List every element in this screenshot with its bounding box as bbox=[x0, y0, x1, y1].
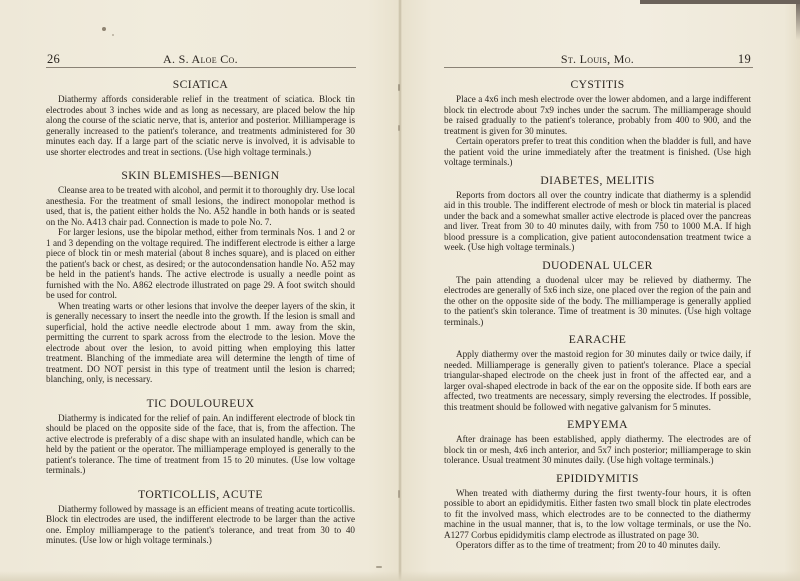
paragraph: For larger lesions, use the bipolar method, either from terminals Nos. 1 and 2 or 1 and 3 depending on the voltage required. The indifferent electrode is either a large piece of block tin or mesh material (about 8 inches square), and is placed on either the patient's back or chest, as desired; or the autocondensation handle No. A52 may be held in the patient's hands. The active electrode is usually a needle point as furnished with the No. A862 electrode illustrated on page 29. A foot switch should be used for control. bbox=[46, 227, 355, 300]
binding-mark bbox=[398, 490, 400, 498]
paragraph: Certain operators prefer to treat this condition when the bladder is full, and have the patient void the urine immediately after the treatment is finished. (Use high voltage terminals.) bbox=[444, 136, 751, 167]
right-column bbox=[444, 78, 751, 557]
paper-speck bbox=[376, 566, 382, 568]
paragraph: Apply diathermy over the mastoid region for 30 minutes daily or twice daily, if needed. Milliamperage is generally given to patient's tolerance. Place a special triangular-shaped electrode on the cheek just in front of the affected ear, and a larger oval-shaped electrode in back of the ear on the opposite side. If both ears are affected, two treatments are necessary, simply reversing the electrodes. If possible, this treatment should be followed with negative galvanism for 5 minutes. bbox=[444, 349, 751, 412]
section-heading: DIABETES, MELITIS bbox=[540, 173, 655, 187]
section-epididymitis bbox=[444, 472, 751, 551]
binding-mark bbox=[398, 84, 400, 91]
paragraph: The pain attending a duodenal ulcer may be relieved by diathermy. The electrodes are generally of 5x6 inch size, one placed over the region of the pain and the other on the opposite side of the body. The milliamperage is generally applied to the patient's skin tolerance. Time of treatment is 30 minutes. (Use high voltage terminals.) bbox=[444, 274, 751, 327]
section-torticollis bbox=[46, 488, 355, 546]
header-rule bbox=[444, 67, 753, 68]
scan-edge bbox=[640, 0, 800, 4]
section-empyema bbox=[444, 418, 751, 466]
paragraph: Diathermy followed by massage is an efficient means of treating acute torticollis. Block tin electrodes are used, the indifferent electrode to be larger than the active one. Employ milliamperage to the patient's tolerance, and treat from 30 to 40 minutes. (Use low or high voltage terminals.) bbox=[46, 503, 355, 545]
scan-edge bbox=[796, 0, 800, 40]
paragraph: Diathermy affords considerable relief in the treatment of sciatica. Block tin electrodes about 3 inches wide and as long as necessary, are placed below the hip along the course of the sciatic nerve, that is, anterior and posterior. Milliamperage is generally increased to the patient's tolerance, and treatments administered for 30 minutes each day. If a large part of the sciatic nerve is involved, it is advisable to use shorter electrodes and treat in sections. (Use high voltage terminals.) bbox=[46, 94, 355, 157]
paragraph: Reports from doctors all over the country indicate that diathermy is a splendid aid in this trouble. The indifferent electrode of mesh or block tin material is placed under the back and a somewhat smaller active electrode is placed over the pancreas and liver. Treat from 30 to 40 minutes daily, with from 750 to 1000 M.A. If high blood pressure is a complication, give patient autocondensation treatment twice a week. (Use high voltage terminals.) bbox=[444, 189, 751, 252]
section-tic-douloureux bbox=[46, 397, 355, 476]
section-heading: TIC DOULOUREUX bbox=[146, 396, 255, 410]
section-diabetes bbox=[444, 174, 751, 253]
paragraph: When treated with diathermy during the first twenty-four hours, it is often possible to abort an epididymitis. Either fasten two small block tin plate electrodes to fit the involved mass, which electrodes are to be connected to the diathermy machine in the usual manner, that is, to the low voltage terminals, or use the No. A1277 Corbus epididymitis clamp electrode as illustrated on page 30. bbox=[444, 487, 751, 540]
paper-speck bbox=[112, 34, 114, 36]
paragraph: Operators differ as to the time of treatment; from 20 to 40 minutes daily. bbox=[456, 540, 721, 550]
section-heading: SCIATICA bbox=[172, 78, 229, 91]
right-page bbox=[400, 0, 800, 581]
section-skin-blemishes bbox=[46, 169, 355, 385]
section-heading: DUODENAL ULCER bbox=[542, 258, 653, 272]
paragraph: Cleanse area to be treated with alcohol, and permit it to thoroughly dry. Use local anesthesia. For the treatment of small lesions, the indirect monopolar method is used, that is, the patient either holds the No. A52 handle in both hands or is seated on the No. A413 chair pad. Connection is made to pole No. 7. bbox=[46, 185, 355, 227]
paragraph: Diathermy is indicated for the relief of pain. An indifferent electrode of block tin should be placed on the opposite side of the face, that is, from the affection. The active electrode is preferably of a disc shape with an insulated handle, which can be held by the patient or the operator. The milliamperage employed is generally to the patient's tolerance. The time of treatment from 15 to 20 minutes. (Use low voltage terminals.) bbox=[46, 412, 355, 475]
running-head-title: A. S. Aloe Co. bbox=[163, 52, 238, 66]
section-earache bbox=[444, 333, 751, 412]
header-rule bbox=[46, 67, 356, 68]
section-sciatica bbox=[46, 78, 355, 157]
section-cystitis bbox=[444, 78, 751, 168]
page-number: 26 bbox=[47, 52, 61, 66]
section-heading: EARACHE bbox=[568, 333, 627, 346]
left-column bbox=[46, 78, 355, 558]
paragraph: Place a 4x6 inch mesh electrode over the lower abdomen, and a large indifferent block tin electrode about 7x9 inches under the sacrum. The milliamperage should be raised gradually to the patient's tolerance, probably from 400 to 900, and the treatment is given for 30 minutes. bbox=[444, 94, 751, 136]
paper-speck bbox=[102, 27, 106, 31]
running-head-title: St. Louis, Mo. bbox=[560, 52, 635, 66]
binding-mark bbox=[398, 125, 400, 131]
paragraph: After drainage has been established, apply diathermy. The electrodes are of block tin or mesh, 4x6 inch anterior, and 5x7 inch posterior; milliamperage to skin tolerance. Usual treatment 30 minutes daily. (Use high voltage terminals.) bbox=[444, 434, 751, 465]
left-running-head bbox=[47, 52, 354, 68]
section-heading: SKIN BLEMISHES—BENIGN bbox=[121, 169, 280, 182]
section-heading: EPIDIDYMITIS bbox=[556, 471, 639, 485]
section-heading: CYSTITIS bbox=[570, 78, 625, 91]
section-heading: EMPYEMA bbox=[567, 418, 628, 431]
page-bottom-shadow bbox=[0, 571, 800, 581]
page-number: 19 bbox=[737, 52, 751, 66]
section-duodenal-ulcer bbox=[444, 259, 751, 328]
section-heading: TORTICOLLIS, ACUTE bbox=[138, 487, 263, 501]
right-running-head bbox=[444, 52, 751, 68]
paragraph: When treating warts or other lesions that involve the deeper layers of the skin, it is generally necessary to insert the needle into the growth. If the lesion is small and superficial, hold the active needle electrode about 1 mm. away from the skin, permitting the current to spark across from the electrode to the lesion. Move the electrode about over the lesion, to avoid pitting when employing this latter treatment. Blanching of the immediate area will determine the length of time of treatment. DO NOT persist in this type of treatment until the lesion is charred; blanching, only, is necessary. bbox=[46, 300, 355, 384]
